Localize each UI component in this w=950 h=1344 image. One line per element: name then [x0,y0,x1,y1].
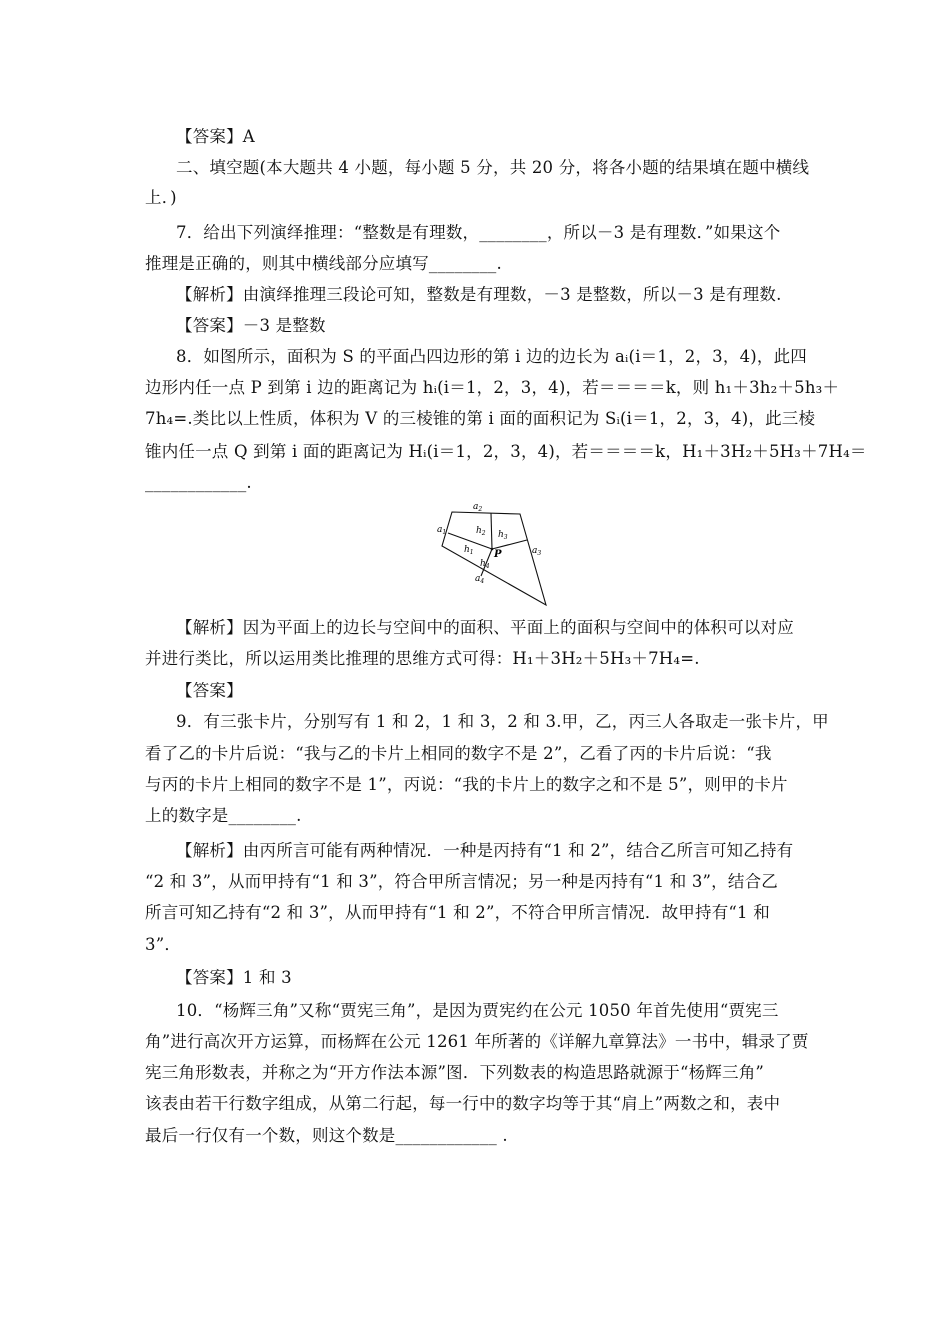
label-h4: $h_4$ [480,559,490,570]
q10-text-cont: 该表由若干行数字组成，从第二行起，每一行中的数字均等于其“肩上”两数之和，表中 [145,1094,781,1113]
h3-segment [492,540,527,549]
q7-text-cont: 推理是正确的，则其中横线部分应填写________. [145,254,502,273]
q9-text-cont: 上的数字是________. [145,806,302,825]
label-h1: $h_1$ [464,545,474,556]
h2-segment [491,513,492,549]
q9-text: 9．有三张卡片，分别写有 1 和 2，1 和 3，2 和 3.甲，乙，丙三人各取走一张卡片，甲 [176,712,829,731]
q9-analysis-cont: 3”． [145,935,182,954]
q7-answer: 【答案】－3 是整数 [176,316,326,335]
label-a2: $a_2$ [473,502,483,513]
q9-text-cont: 与丙的卡片上相同的数字不是 1”，丙说：“我的卡片上的数字之和不是 5”，则甲的卡片 [145,775,788,794]
q8-blank: ____________. [145,473,252,492]
q7-analysis: 【解析】由演绎推理三段论可知，整数是有理数，－3 是整数，所以－3 是有理数. [176,285,782,304]
q8-text-cont: 边形内任一点 P 到第 i 边的距离记为 hᵢ(i＝1，2，3，4)，若＝＝＝＝k，则 h₁＋3h₂＋5h₃＋ [145,378,840,397]
label-h3: $h_3$ [498,530,508,541]
label-h2: $h_2$ [476,526,486,537]
q8-text: 8．如图所示，面积为 S 的平面凸四边形的第 i 边的边长为 aᵢ(i＝1，2，3，4)，此四 [176,347,808,366]
label-a3: $a_3$ [532,546,542,557]
q8-analysis: 【解析】因为平面上的边长与空间中的面积、平面上的面积与空间中的体积可以对应 [176,618,794,637]
q8-answer: 【答案】 [176,681,243,700]
q9-analysis-cont: “2 和 3”，从而甲持有“1 和 3”，符合甲所言情况；另一种是丙持有“1 和 3”，结合乙 [145,872,778,891]
q8-analysis-cont: 并进行类比，所以运用类比推理的思维方式可得：H₁＋3H₂＋5H₃＋7H₄=. [145,649,700,668]
q10-text-cont: 宪三角形数表，并称之为“开方作法本源”图．下列数表的构造思路就源于“杨辉三角” [145,1063,765,1082]
label-p: P [494,549,502,560]
q8-text-cont: 锥内任一点 Q 到第 i 面的距离记为 Hᵢ(i＝1，2，3，4)，若＝＝＝＝k，H₁＋3H₂＋5H₃＋7H₄＝ [145,442,867,461]
label-a4: $a_4$ [475,574,485,585]
q9-text-cont: 看了乙的卡片后说：“我与乙的卡片上相同的数字不是 2”，乙看了丙的卡片后说：“我 [145,744,772,763]
label-a1: $a_1$ [437,525,447,536]
answer-6: 【答案】A [176,127,255,146]
q10-text-cont: 角”进行高次开方运算，而杨辉在公元 1261 年所著的《详解九章算法》一书中，辑录了贾 [145,1032,809,1051]
q7-text: 7．给出下列演绎推理：“整数是有理数，________，所以－3 是有理数．”如果这个 [176,223,781,242]
section-heading: 二、填空题(本大题共 4 小题，每小题 5 分，共 20 分，将各小题的结果填在题中横线 [176,158,810,177]
q10-text: 10．“杨辉三角”又称“贾宪三角”，是因为贾宪约在公元 1050 年首先使用“贾宪三 [176,1001,779,1020]
q9-analysis-cont: 所言可知乙持有“2 和 3”，从而甲持有“1 和 2”，不符合甲所言情况．故甲持有“1 和 [145,903,770,922]
q8-text-cont: 7h₄=.类比以上性质，体积为 V 的三棱锥的第 i 面的面积记为 Sᵢ(i＝1，2，3，4)，此三棱 [145,409,816,428]
point-p [491,548,494,551]
quadrilateral-figure [420,495,560,610]
q9-analysis: 【解析】由丙所言可能有两种情况．一种是丙持有“1 和 2”，结合乙所言可知乙持有 [176,841,794,860]
section-heading-cont: 上．) [145,188,177,207]
q10-text-cont: 最后一行仅有一个数，则这个数是____________ . [145,1126,508,1145]
q9-answer: 【答案】1 和 3 [176,968,292,987]
